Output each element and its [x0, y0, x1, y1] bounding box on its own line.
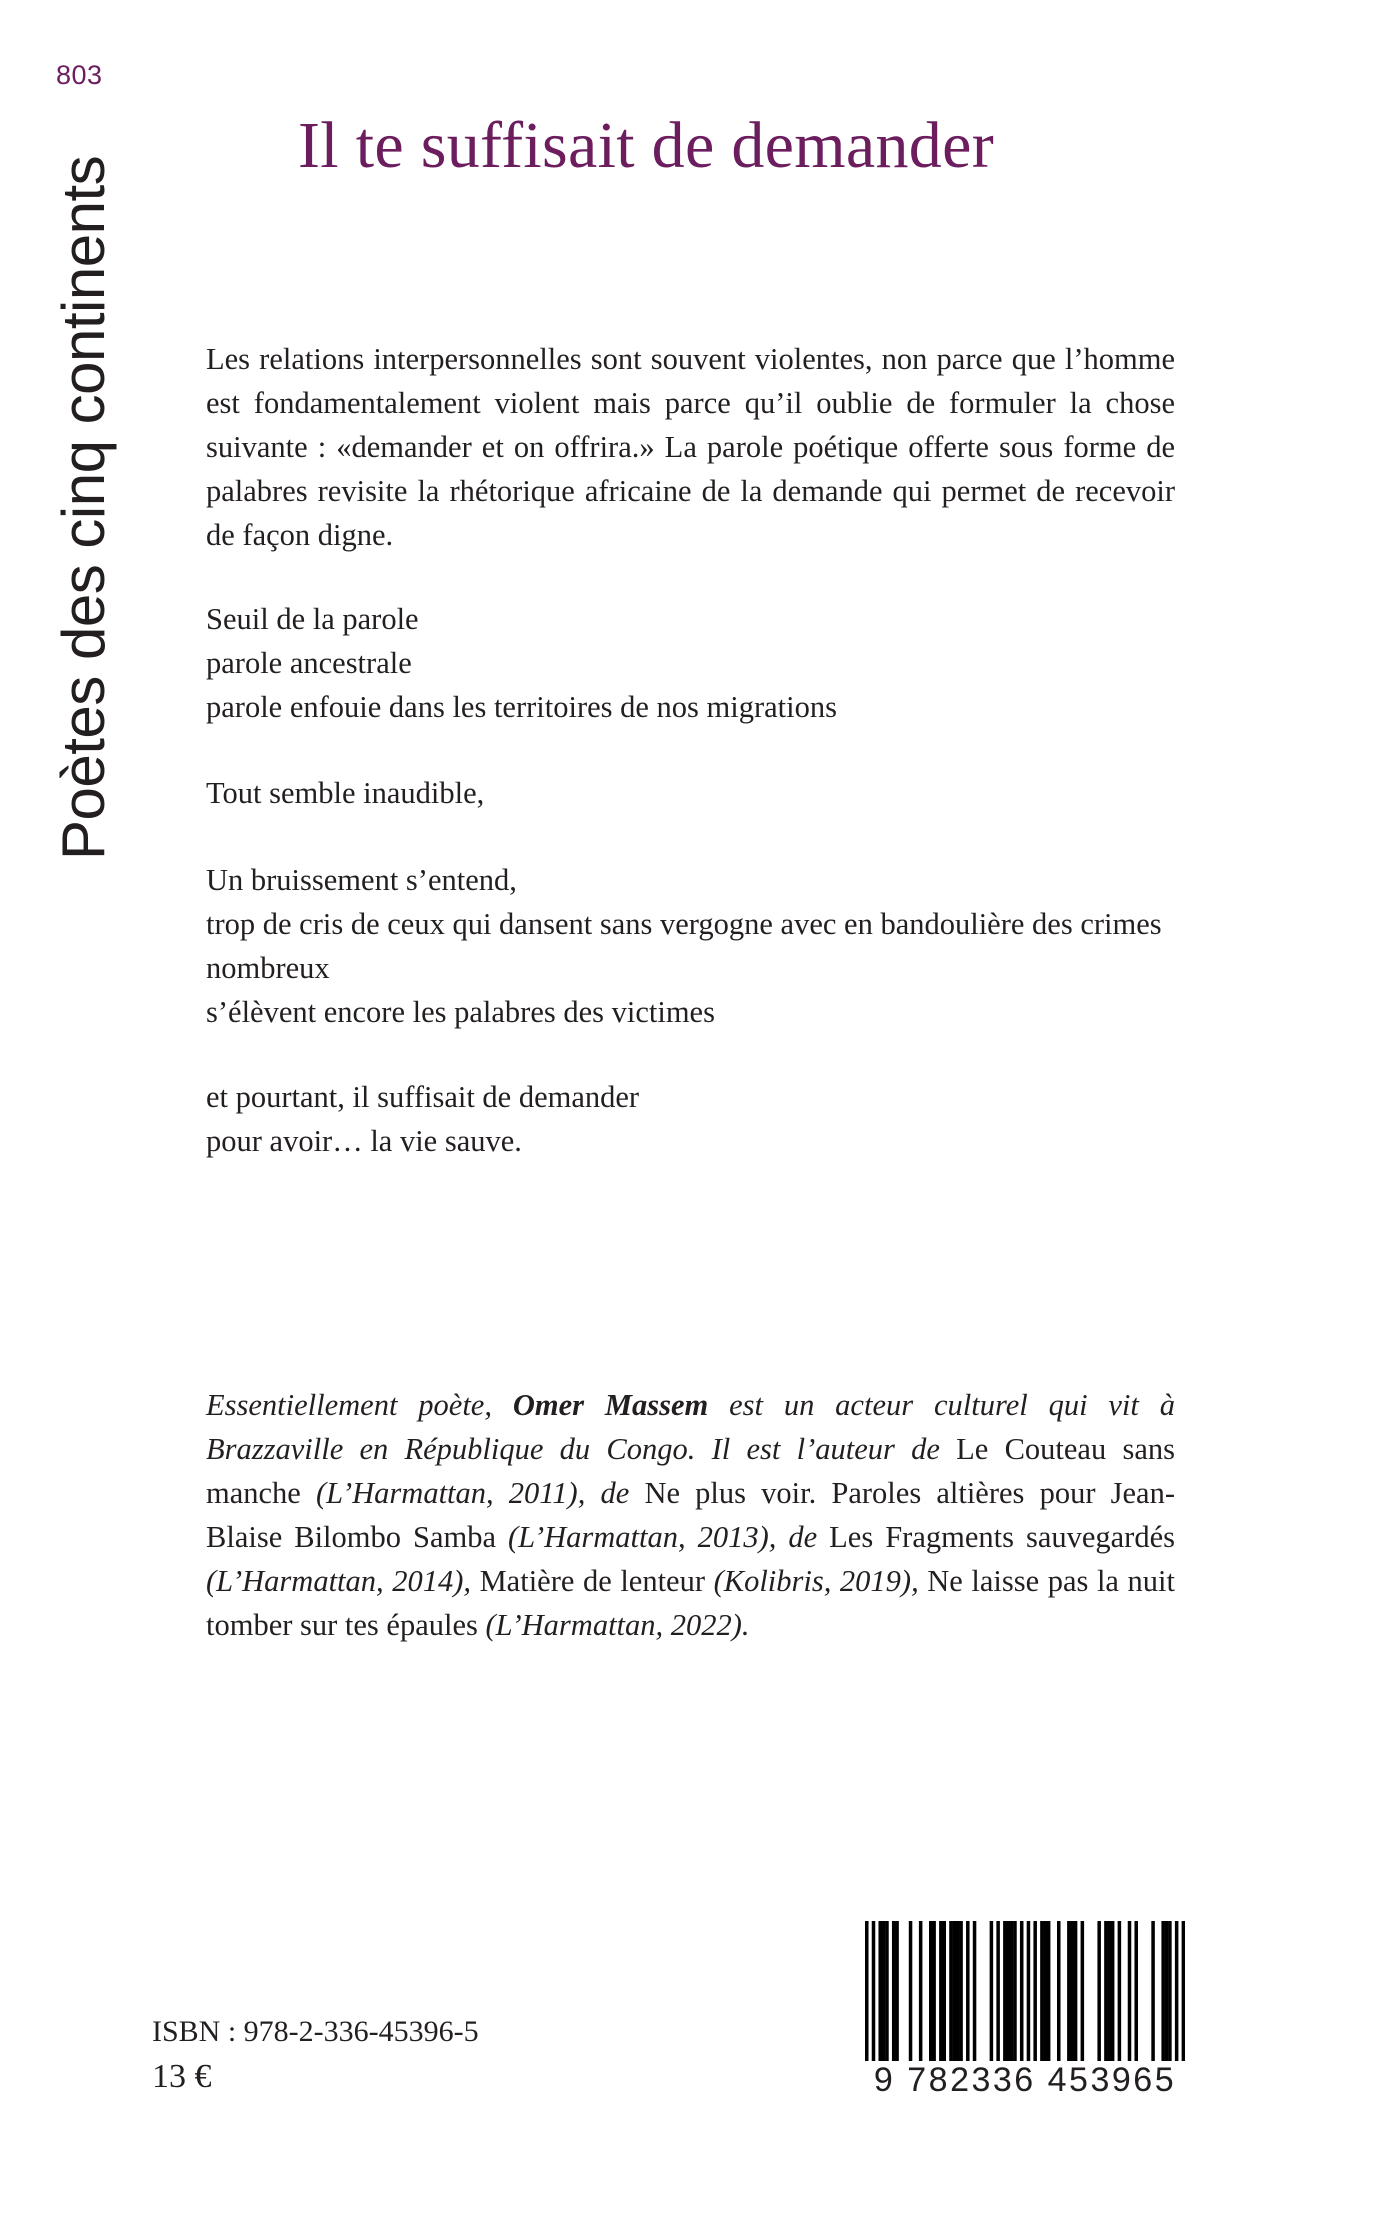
work-title: Les Fragments sauvegardés [829, 1520, 1175, 1554]
barcode-bar [865, 1921, 869, 2061]
bio-publisher: (L’Harmattan, 2011), de [300, 1476, 645, 1510]
barcode-bar [1044, 1921, 1048, 2061]
barcode-bar [966, 1921, 970, 2061]
barcode-bar [932, 1921, 936, 2061]
bio-text: est un acteur culturel qui vit à Brazzaville en République du Congo. Il est l’auteur de [206, 1388, 1175, 1466]
barcode-bar [1020, 1921, 1024, 2061]
barcode-bar [892, 1921, 896, 2061]
price: 13 € [152, 2058, 212, 2095]
barcode-bar [1081, 1921, 1085, 2061]
poem-stanza-3 [206, 858, 1206, 1034]
barcode-bar [1027, 1921, 1031, 2061]
barcode-bar [949, 1921, 953, 2061]
author-name: Omer Massem [512, 1388, 709, 1422]
barcode-bar [1097, 1921, 1101, 2061]
back-cover-blurb: Les relations interpersonnelles sont souvent violentes, non parce que l’homme est fondamentalement violent mais parce qu’il oublie de formuler la chose suivante : «demander et on offrira.» La parole poétique offerte sous forme de palabres revisite la rhétorique africaine de la demande qui permet de recevoir de façon digne. [206, 342, 1175, 552]
barcode-bar [1168, 1921, 1172, 2061]
barcode-bar [872, 1921, 876, 2061]
poem-stanza-1 [206, 597, 1206, 729]
barcode-bar [1047, 1921, 1051, 2061]
barcode-bar [1010, 1921, 1014, 2061]
poem-stanza-2 [206, 771, 1206, 815]
poem-line: Tout semble inaudible, [206, 776, 485, 810]
poem-line: s’élèvent encore les palabres des victimes [206, 995, 715, 1029]
author-biography [206, 1383, 1175, 1647]
barcode [865, 1921, 1185, 2111]
poem-line: Un bruissement s’entend, [206, 863, 517, 897]
barcode-bar [996, 1921, 1000, 2061]
series-number: 803 [56, 60, 103, 90]
barcode-bar [885, 1921, 889, 2061]
barcode-bar [882, 1921, 886, 2061]
barcode-bar [1165, 1921, 1169, 2061]
barcode-bar [878, 1921, 882, 2061]
poem-line: et pourtant, il suffisait de demander [206, 1080, 640, 1114]
barcode-bar [1040, 1921, 1044, 2061]
barcode-bar [973, 1921, 977, 2061]
barcode-bar [1067, 1921, 1071, 2061]
barcode-bar [1134, 1921, 1138, 2061]
barcode-bar [895, 1921, 899, 2061]
barcode-bar [1175, 1921, 1179, 2061]
bio-publisher: (L’Harmattan, 2022). [477, 1608, 750, 1642]
barcode-bar [1070, 1921, 1074, 2061]
barcode-bar [1033, 1921, 1037, 2061]
work-title: Le Couteau sans manche [206, 1432, 1175, 1510]
poem-line: pour avoir… la vie sauve. [206, 1124, 522, 1158]
barcode-bar [1074, 1921, 1078, 2061]
barcode-bar [1111, 1921, 1115, 2061]
barcode-bar [1118, 1921, 1122, 2061]
poem-stanza-4 [206, 1075, 1206, 1163]
barcode-bars [865, 1921, 1185, 2061]
barcode-bar [1151, 1921, 1155, 2061]
poem-line: trop de cris de ceux qui dansent sans vergogne avec en bandoulière des crimes nombreux [206, 907, 1162, 985]
series-title-vertical [44, 140, 134, 860]
book-title: Il te suffisait de demander [298, 109, 994, 182]
poem-line: parole enfouie dans les territoires de nos migrations [206, 690, 837, 724]
barcode-bar [942, 1921, 946, 2061]
barcode-bar [956, 1921, 960, 2061]
barcode-bar [1003, 1921, 1007, 2061]
barcode-bar [919, 1921, 923, 2061]
barcode-bar [990, 1921, 994, 2061]
bio-publisher: (L’Harmattan, 2014), [206, 1564, 480, 1598]
barcode-bar [1161, 1921, 1165, 2061]
barcode-bar [959, 1921, 963, 2061]
barcode-bar [1006, 1921, 1010, 2061]
barcode-bar [909, 1921, 913, 2061]
series-title-text: Poètes des cinq continents [50, 155, 117, 860]
barcode-bar [953, 1921, 957, 2061]
barcode-bar [1108, 1921, 1112, 2061]
barcode-bar [929, 1921, 933, 2061]
work-title: Ne laisse pas la nuit tomber sur tes épaules [206, 1564, 1175, 1642]
barcode-bar [1182, 1921, 1185, 2061]
isbn: ISBN : 978-2-336-45396-5 [152, 2015, 479, 2048]
poem-line: Seuil de la parole [206, 602, 419, 636]
bio-publisher: (Kolibris, 2019), [705, 1564, 928, 1598]
bio-text: Essentiellement poète, [206, 1388, 513, 1422]
barcode-bar [1104, 1921, 1108, 2061]
barcode-digits: 9 782336 453965 [873, 2061, 1177, 2099]
barcode-bar [1057, 1921, 1061, 2061]
poem-line: parole ancestrale [206, 646, 412, 680]
bio-publisher: (L’Harmattan, 2013), de [496, 1520, 830, 1554]
work-title: Ne plus voir. Paroles altières pour Jean-Blaise Bilombo Samba [206, 1476, 1175, 1554]
barcode-bar [1013, 1921, 1017, 2061]
work-title: Matière de lenteur [479, 1564, 705, 1598]
barcode-bar [939, 1921, 943, 2061]
barcode-bar [1128, 1921, 1132, 2061]
